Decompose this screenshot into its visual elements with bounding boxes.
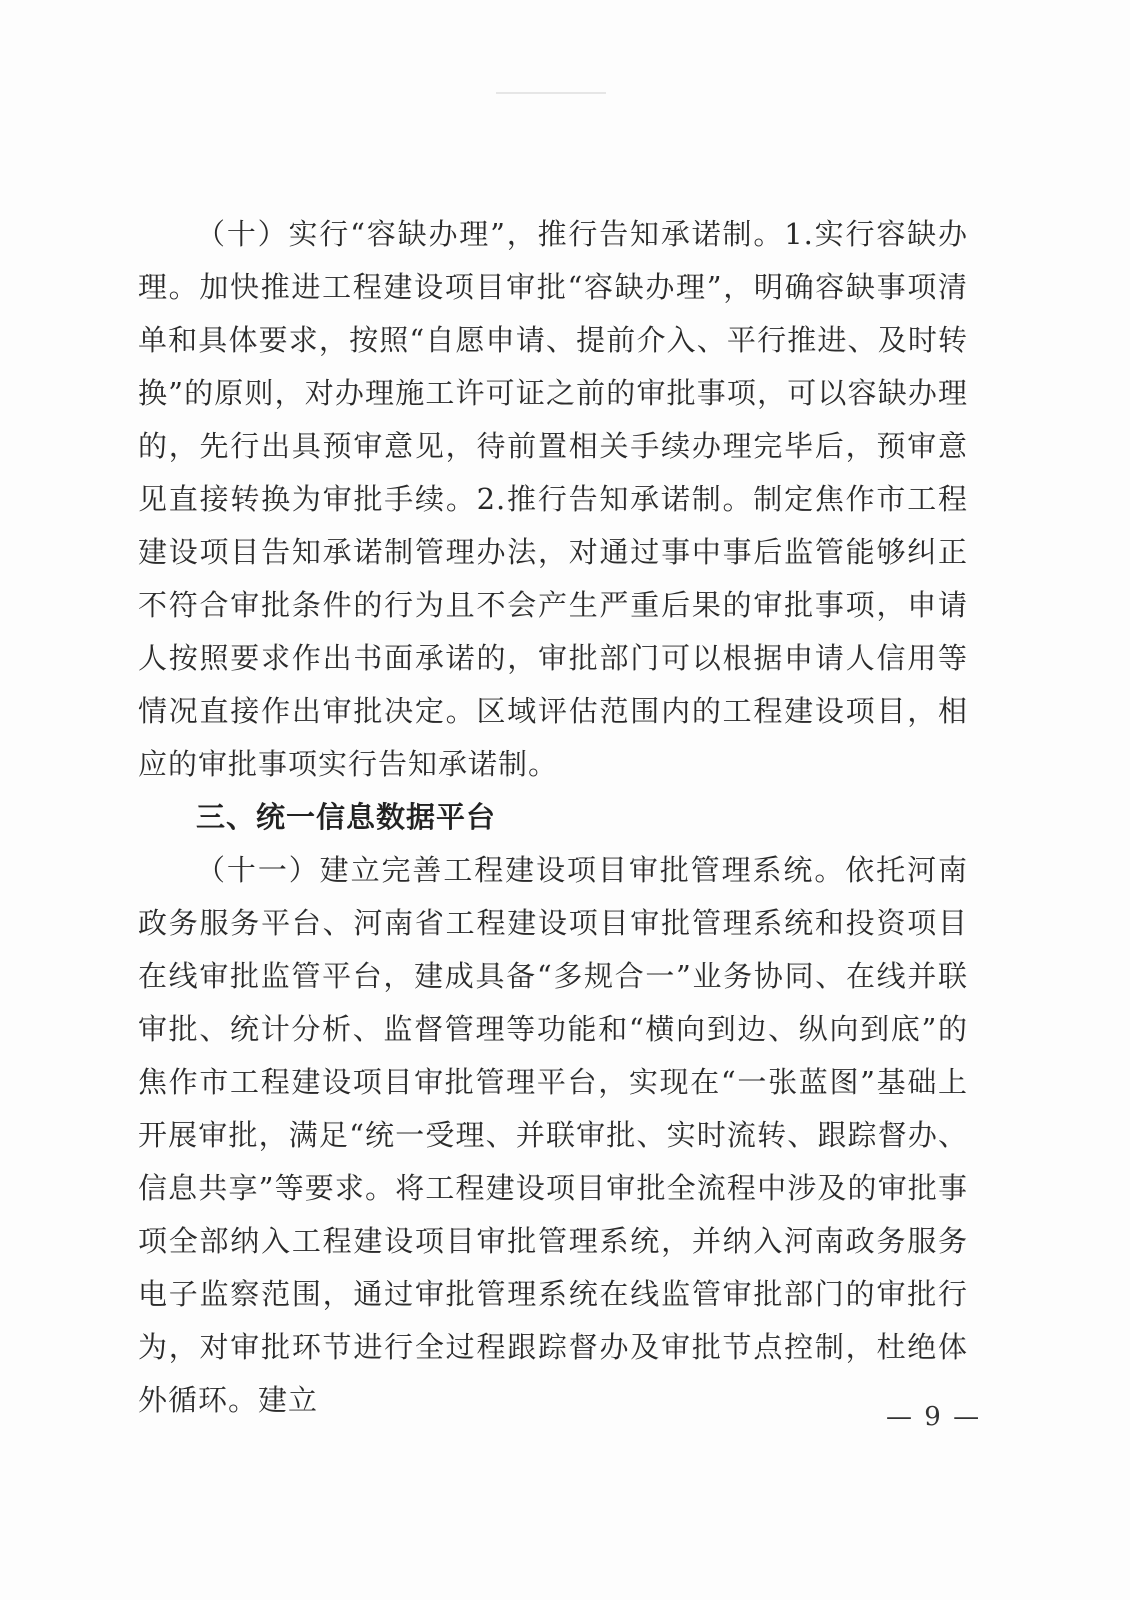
section-heading: 三、统一信息数据平台	[196, 800, 497, 834]
document-body	[138, 208, 968, 1427]
paragraph-11: （十一）建立完善工程建设项目审批管理系统。依托河南政务服务平台、河南省工程建设项目审批管理系统和投资项目在线审批监管平台，建成具备“多规合一”业务协同、在线并联审批、统计分析、监督管理等功能和“横向到边、纵向到底”的焦作市工程建设项目审批管理平台，实现在“一张蓝图”基础上开展审批，满足“统一受理、并联审批、实时流转、跟踪督办、信息共享”等要求。将工程建设项目审批全流程中涉及的审批事项全部纳入工程建设项目审批管理系统，并纳入河南政务服务电子监察范围，通过审批管理系统在线监管审批部门的审批行为，对审批环节进行全过程跟踪督办及审批节点控制，杜绝体外循环。建立	[138, 853, 968, 1417]
page-number: — 9 —	[886, 1402, 982, 1432]
bleed-through-mark	[496, 92, 606, 100]
paragraph-10: （十）实行“容缺办理”，推行告知承诺制。1.实行容缺办理。加快推进工程建设项目审批“容缺办理”，明确容缺事项清单和具体要求，按照“自愿申请、提前介入、平行推进、及时转换”的原则，对办理施工许可证之前的审批事项，可以容缺办理的，先行出具预审意见，待前置相关手续办理完毕后，预审意见直接转换为审批手续。2.推行告知承诺制。制定焦作市工程建设项目告知承诺制管理办法，对通过事中事后监管能够纠正不符合审批条件的行为且不会产生严重后果的审批事项，申请人按照要求作出书面承诺的，审批部门可以根据申请人信用等情况直接作出审批决定。区域评估范围内的工程建设项目，相应的审批事项实行告知承诺制。	[138, 217, 968, 781]
